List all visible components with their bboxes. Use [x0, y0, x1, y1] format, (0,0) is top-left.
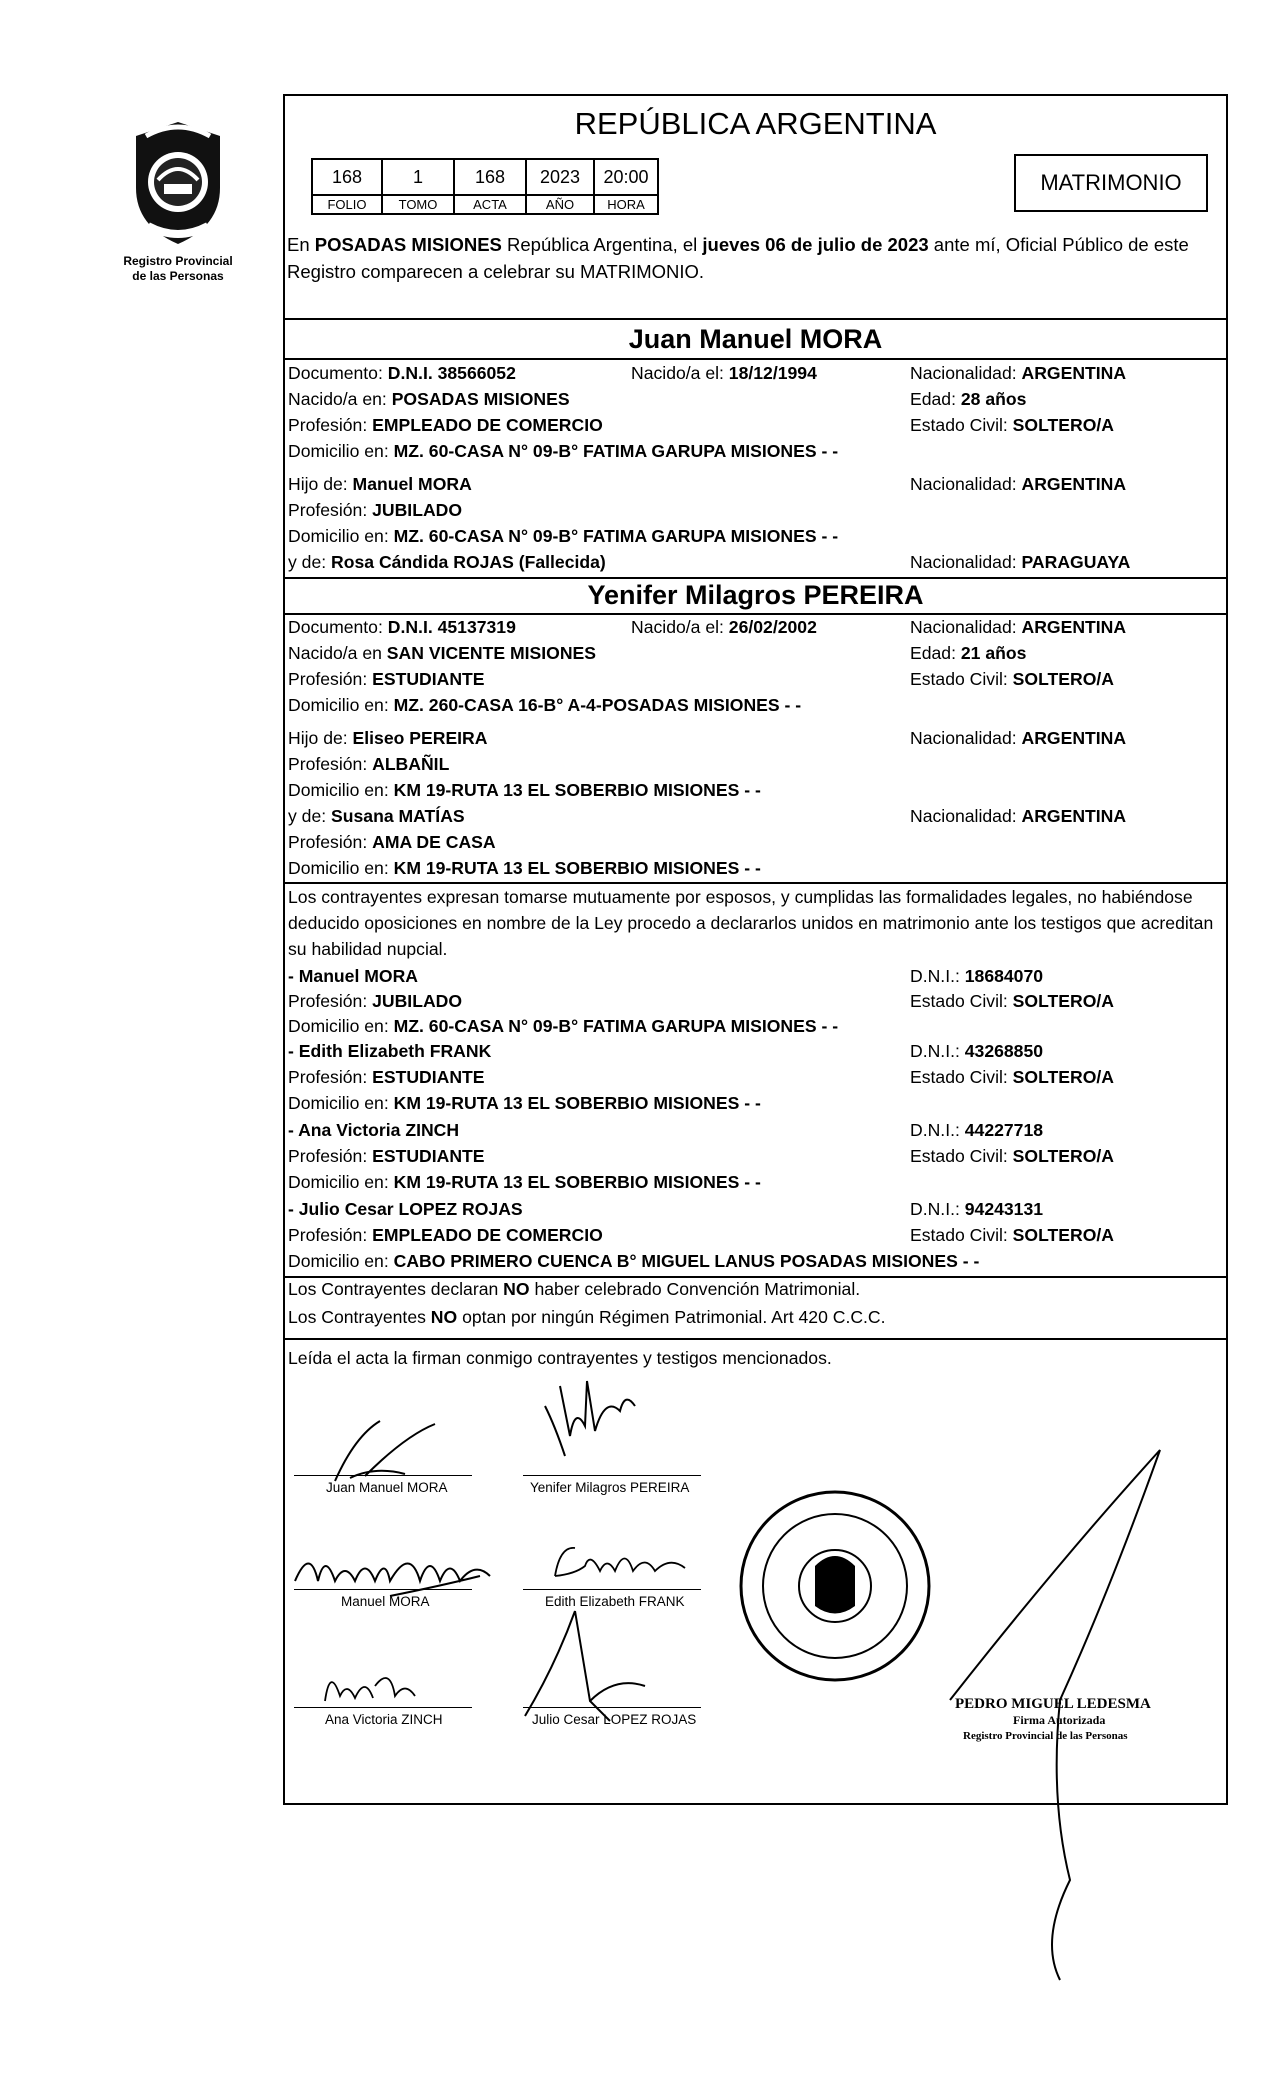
acta-value: 168 — [454, 159, 526, 195]
signature-yenifer-pereira — [525, 1366, 655, 1476]
spouse2-row-mother: y de: Susana MATÍAS Nacionalidad: ARGENTINA — [288, 806, 1127, 826]
witness-2-row-profession: Profesión: ESTUDIANTE Estado Civil: SOLTERO/A — [288, 1067, 1114, 1087]
hour-value: 20:00 — [594, 159, 658, 195]
year-value: 2023 — [526, 159, 594, 195]
logo-caption-line2: de las Personas — [132, 269, 224, 283]
witness-4-row-name: - Julio Cesar LOPEZ ROJAS D.N.I.: 94243131 — [288, 1199, 1044, 1219]
official-name: PEDRO MIGUEL LEDESMA — [955, 1696, 1151, 1712]
witness-2-row-name: - Edith Elizabeth FRANK D.N.I.: 43268850 — [288, 1041, 1044, 1061]
witness-1-row-name: - Manuel MORA D.N.I.: 18684070 — [288, 966, 1044, 986]
signature-caption-5: Ana Victoria ZINCH — [325, 1712, 443, 1727]
spouse2-row-profession: Profesión: ESTUDIANTE Estado Civil: SOLTERO/A — [288, 669, 1114, 689]
divider — [285, 358, 1226, 360]
spouse1-row-address: Domicilio en: MZ. 60-CASA N° 09-B° FATIMA GARUPA MISIONES - - — [288, 441, 839, 461]
tomo-value: 1 — [382, 159, 454, 195]
spouse2-row-father-address: Domicilio en: KM 19-RUTA 13 EL SOBERBIO MISIONES - - — [288, 780, 761, 800]
act-type-box: MATRIMONIO — [1014, 154, 1208, 212]
divider — [285, 577, 1226, 579]
spouse1-row-doc: Documento: D.N.I. 38566052 Nacido/a el: 18/12/1994 Nacionalidad: ARGENTINA — [288, 363, 1127, 383]
intro-paragraph: En POSADAS MISIONES República Argentina, el jueves 06 de julio de 2023 ante mí, Oficial Público de este Registro comparecen a celebrar su MATRIMONIO. — [287, 234, 1189, 282]
signature-edith-frank — [545, 1536, 705, 1591]
spouse2-row-doc: Documento: D.N.I. 45137319 Nacido/a el: 26/02/2002 Nacionalidad: ARGENTINA — [288, 617, 1127, 637]
witness-2-row-address: Domicilio en: KM 19-RUTA 13 EL SOBERBIO MISIONES - - — [288, 1093, 761, 1113]
tomo-label: TOMO — [382, 195, 454, 214]
spouse2-name: Yenifer Milagros PEREIRA — [587, 580, 924, 610]
registration-table — [311, 158, 659, 215]
closing-text: Leída el acta la firman conmigo contrayentes y testigos mencionados. — [288, 1348, 832, 1368]
divider — [285, 1276, 1226, 1278]
spouse2-row-father-profession: Profesión: ALBAÑIL — [288, 754, 450, 774]
witness-3-row-address: Domicilio en: KM 19-RUTA 13 EL SOBERBIO MISIONES - - — [288, 1172, 761, 1192]
official-office: Registro Provincial de las Personas — [963, 1730, 1128, 1742]
folio-label: FOLIO — [312, 195, 382, 214]
witness-1-row-address: Domicilio en: MZ. 60-CASA N° 09-B° FATIMA GARUPA MISIONES - - — [288, 1016, 839, 1036]
spouse2-row-mother-profession: Profesión: AMA DE CASA — [288, 832, 496, 852]
spouse1-row-father-address: Domicilio en: MZ. 60-CASA N° 09-B° FATIMA GARUPA MISIONES - - — [288, 526, 839, 546]
divider — [285, 318, 1226, 320]
year-label: AÑO — [526, 195, 594, 214]
spouse1-name: Juan Manuel MORA — [628, 324, 883, 354]
folio-value: 168 — [312, 159, 382, 195]
witness-1-row-profession: Profesión: JUBILADO Estado Civil: SOLTERO/A — [288, 991, 1114, 1011]
witness-4-row-profession: Profesión: EMPLEADO DE COMERCIO Estado Civil: SOLTERO/A — [288, 1225, 1114, 1245]
witness-3-row-name: - Ana Victoria ZINCH D.N.I.: 44227718 — [288, 1120, 1044, 1140]
witness-4-row-address: Domicilio en: CABO PRIMERO CUENCA B° MIGUEL LANUS POSADAS MISIONES - - — [288, 1251, 980, 1271]
witness-3-row-profession: Profesión: ESTUDIANTE Estado Civil: SOLTERO/A — [288, 1146, 1114, 1166]
spouse2-row-birthplace: Nacido/a en SAN VICENTE MISIONES Edad: 21 años — [288, 643, 1027, 663]
official-title: Firma Autorizada — [1013, 1713, 1106, 1727]
signature-julio-lopez — [515, 1606, 675, 1726]
convention-line-1: Los Contrayentes declaran NO haber celebrado Convención Matrimonial. — [288, 1279, 861, 1299]
spouse1-row-father: Hijo de: Manuel MORA Nacionalidad: ARGENTINA — [288, 474, 1127, 494]
divider — [285, 613, 1226, 615]
country-title: REPÚBLICA ARGENTINA — [574, 106, 937, 141]
spouse2-row-mother-address: Domicilio en: KM 19-RUTA 13 EL SOBERBIO MISIONES - - — [288, 858, 761, 878]
signature-caption-2: Yenifer Milagros PEREIRA — [530, 1480, 690, 1495]
official-stamp-text — [955, 1696, 1151, 1744]
signature-caption-3: Manuel MORA — [341, 1594, 430, 1609]
spouse2-row-father: Hijo de: Eliseo PEREIRA Nacionalidad: ARGENTINA — [288, 728, 1127, 748]
spouse1-row-father-profession: Profesión: JUBILADO — [288, 500, 463, 520]
declaration-paragraph: Los contrayentes expresan tomarse mutuamente por esposos, y cumplidas las formalidades legales, no habiéndose deducido oposiciones en nombre de la Ley procedo a declararlos unidos en matrimonio ante los testigos que acreditan su habilidad nupcial. — [288, 887, 1214, 959]
signature-juan-manuel-mora — [315, 1416, 465, 1486]
convention-line-2: Los Contrayentes NO optan por ningún Régimen Patrimonial. Art 420 C.C.C. — [288, 1307, 886, 1327]
signature-caption-6: Julio Cesar LOPEZ ROJAS — [532, 1712, 697, 1727]
registry-shield-icon — [128, 118, 228, 248]
acta-label: ACTA — [454, 195, 526, 214]
spouse1-row-mother: y de: Rosa Cándida ROJAS (Fallecida) Nacionalidad: PARAGUAYA — [288, 552, 1131, 572]
registry-logo — [108, 118, 248, 283]
signature-manuel-mora — [290, 1536, 520, 1606]
divider — [285, 1338, 1226, 1340]
logo-caption-line1: Registro Provincial — [123, 254, 233, 268]
spouse1-row-birthplace: Nacido/a en: POSADAS MISIONES Edad: 28 años — [288, 389, 1027, 409]
signature-caption-4: Edith Elizabeth FRANK — [545, 1594, 685, 1609]
hour-label: HORA — [594, 195, 658, 214]
signature-caption-1: Juan Manuel MORA — [326, 1480, 448, 1495]
spouse2-row-address: Domicilio en: MZ. 260-CASA 16-B° A-4-POSADAS MISIONES - - — [288, 695, 802, 715]
signature-ana-zinch — [315, 1656, 425, 1711]
official-stamp — [735, 1486, 935, 1686]
spouse1-row-profession: Profesión: EMPLEADO DE COMERCIO Estado Civil: SOLTERO/A — [288, 415, 1114, 435]
